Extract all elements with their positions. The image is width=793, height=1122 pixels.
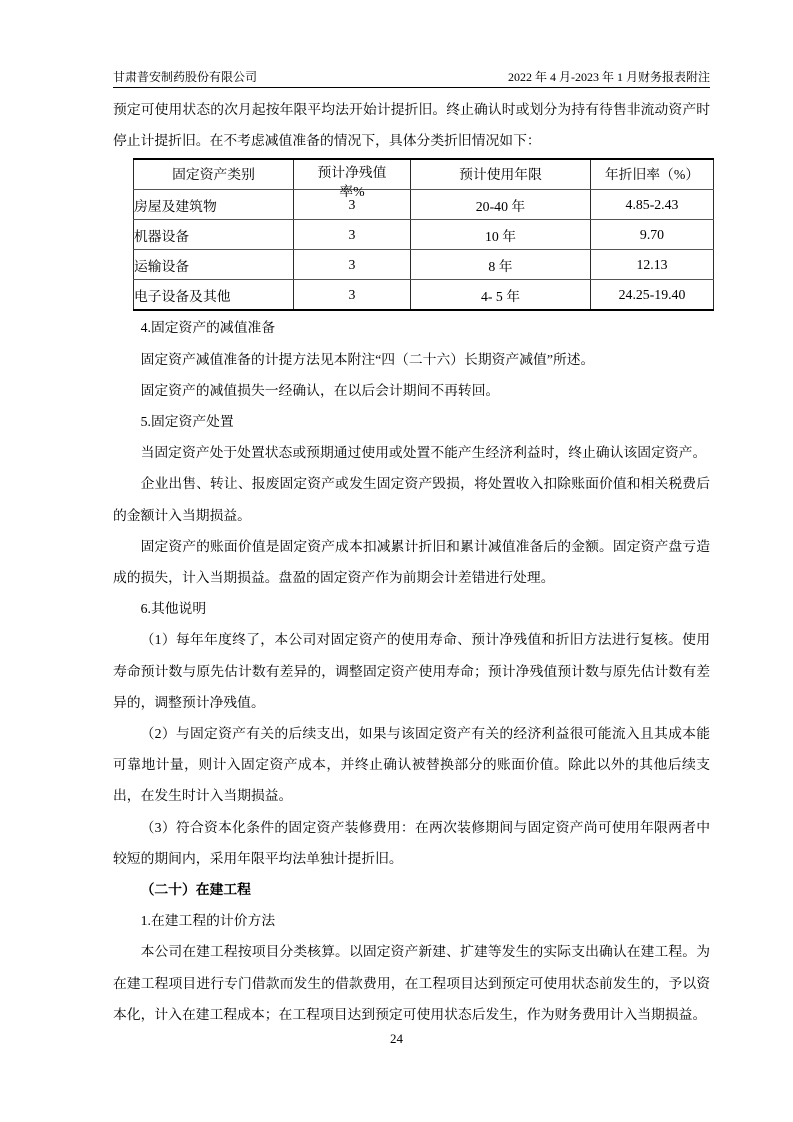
table-cell: 4.85-2.43 (591, 190, 714, 220)
paragraph: 固定资产的减值损失一经确认，在以后会计期间不再转回。 (140, 382, 500, 398)
paragraph: 固定资产减值准备的计提方法见本附注“四（二十六）长期资产减值”所述。 (140, 351, 595, 367)
table-cell: 房屋及建筑物 (134, 190, 294, 220)
table-cell: 3 (294, 220, 411, 250)
table-cell: 运输设备 (134, 250, 294, 280)
table-row (134, 220, 714, 250)
table-cell: 3 (294, 250, 411, 280)
col-header-residual-rate: 预计净残值率% (294, 159, 411, 190)
table-cell: 3 (294, 190, 411, 220)
table-cell: 3 (294, 280, 411, 311)
paragraph: 固定资产的账面价值是固定资产成本扣减累计折旧和累计减值准备后的金额。固定资产盘亏造成的损失，计入当期损益。盘盈的固定资产作为前期会计差错进行处理。 (113, 538, 710, 586)
table-cell: 8 年 (411, 250, 591, 280)
section-heading-other-notes: 6.其他说明 (140, 601, 207, 617)
page-number: 24 (390, 1031, 403, 1046)
table-cell: 20-40 年 (411, 190, 591, 220)
section-heading-construction-in-progress: （二十）在建工程 (140, 882, 251, 898)
table-cell: 机器设备 (134, 220, 294, 250)
table-cell: 24.25-19.40 (591, 280, 714, 311)
section-heading-disposal: 5.固定资产处置 (140, 414, 234, 430)
paragraph: （3）符合资本化条件的固定资产装修费用：在两次装修期间与固定资产尚可使用年限两者中较短的期间内，采用年限平均法单独计提折旧。 (113, 819, 710, 866)
col-header-useful-life: 预计使用年限 (411, 159, 591, 190)
table-cell: 10 年 (411, 220, 591, 250)
intro-paragraph: 预定可使用状态的次月起按年限平均法开始计提折旧。终止确认时或划分为持有待售非流动资产时停止计提折旧。在不考虑减值准备的情况下，具体分类折旧情况如下： (113, 102, 710, 149)
document-body (113, 94, 710, 1030)
col-header-depreciation-rate: 年折旧率（%） (591, 159, 714, 190)
table-cell: 电子设备及其他 (134, 280, 294, 311)
table-cell: 9.70 (591, 220, 714, 250)
paragraph: 当固定资产处于处置状态或预期通过使用或处置不能产生经济利益时，终止确认该固定资产。 (140, 445, 707, 461)
paragraph: 企业出售、转让、报废固定资产或发生固定资产毁损，将处置收入扣除账面价值和相关税费后的金额计入当期损益。 (113, 476, 710, 523)
header-company-name: 甘肃普安制药股份有限公司 (113, 70, 258, 84)
section-heading-cip-valuation: 1.在建工程的计价方法 (140, 913, 276, 929)
table-header-row (134, 159, 714, 190)
paragraph: 本公司在建工程按项目分类核算。以固定资产新建、扩建等发生的实际支出确认在建工程。为在建工程项目进行专门借款而发生的借款费用，在工程项目达到预定可使用状态前发生的，予以资本化，计入在建工程成本；在工程项目达到预定可使用状态后发生，作为财务费用计入当期损益。 (113, 944, 710, 1022)
paragraph: （1）每年年度终了，本公司对固定资产的使用寿命、预计净残值和折旧方法进行复核。使用寿命预计数与原先估计数有差异的，调整固定资产使用寿命；预计净残值预计数与原先估计数有差异的，调整预计净残值。 (113, 632, 710, 710)
table-row (134, 190, 714, 220)
table-cell: 12.13 (591, 250, 714, 280)
depreciation-table (133, 158, 714, 311)
paragraph: （2）与固定资产有关的后续支出，如果与该固定资产有关的经济利益很可能流入且其成本能可靠地计量，则计入固定资产成本，并终止确认被替换部分的账面价值。除此以外的其他后续支出，在发生时计入当期损益。 (113, 726, 710, 804)
table-row (134, 250, 714, 280)
header-report-title: 2022 年 4 月-2023 年 1 月财务报表附注 (508, 70, 710, 84)
page-header (113, 70, 710, 88)
section-heading-impairment: 4.固定资产的减值准备 (140, 320, 276, 336)
table-row (134, 280, 714, 311)
col-header-asset-category: 固定资产类别 (134, 159, 294, 190)
table-cell: 4- 5 年 (411, 280, 591, 311)
